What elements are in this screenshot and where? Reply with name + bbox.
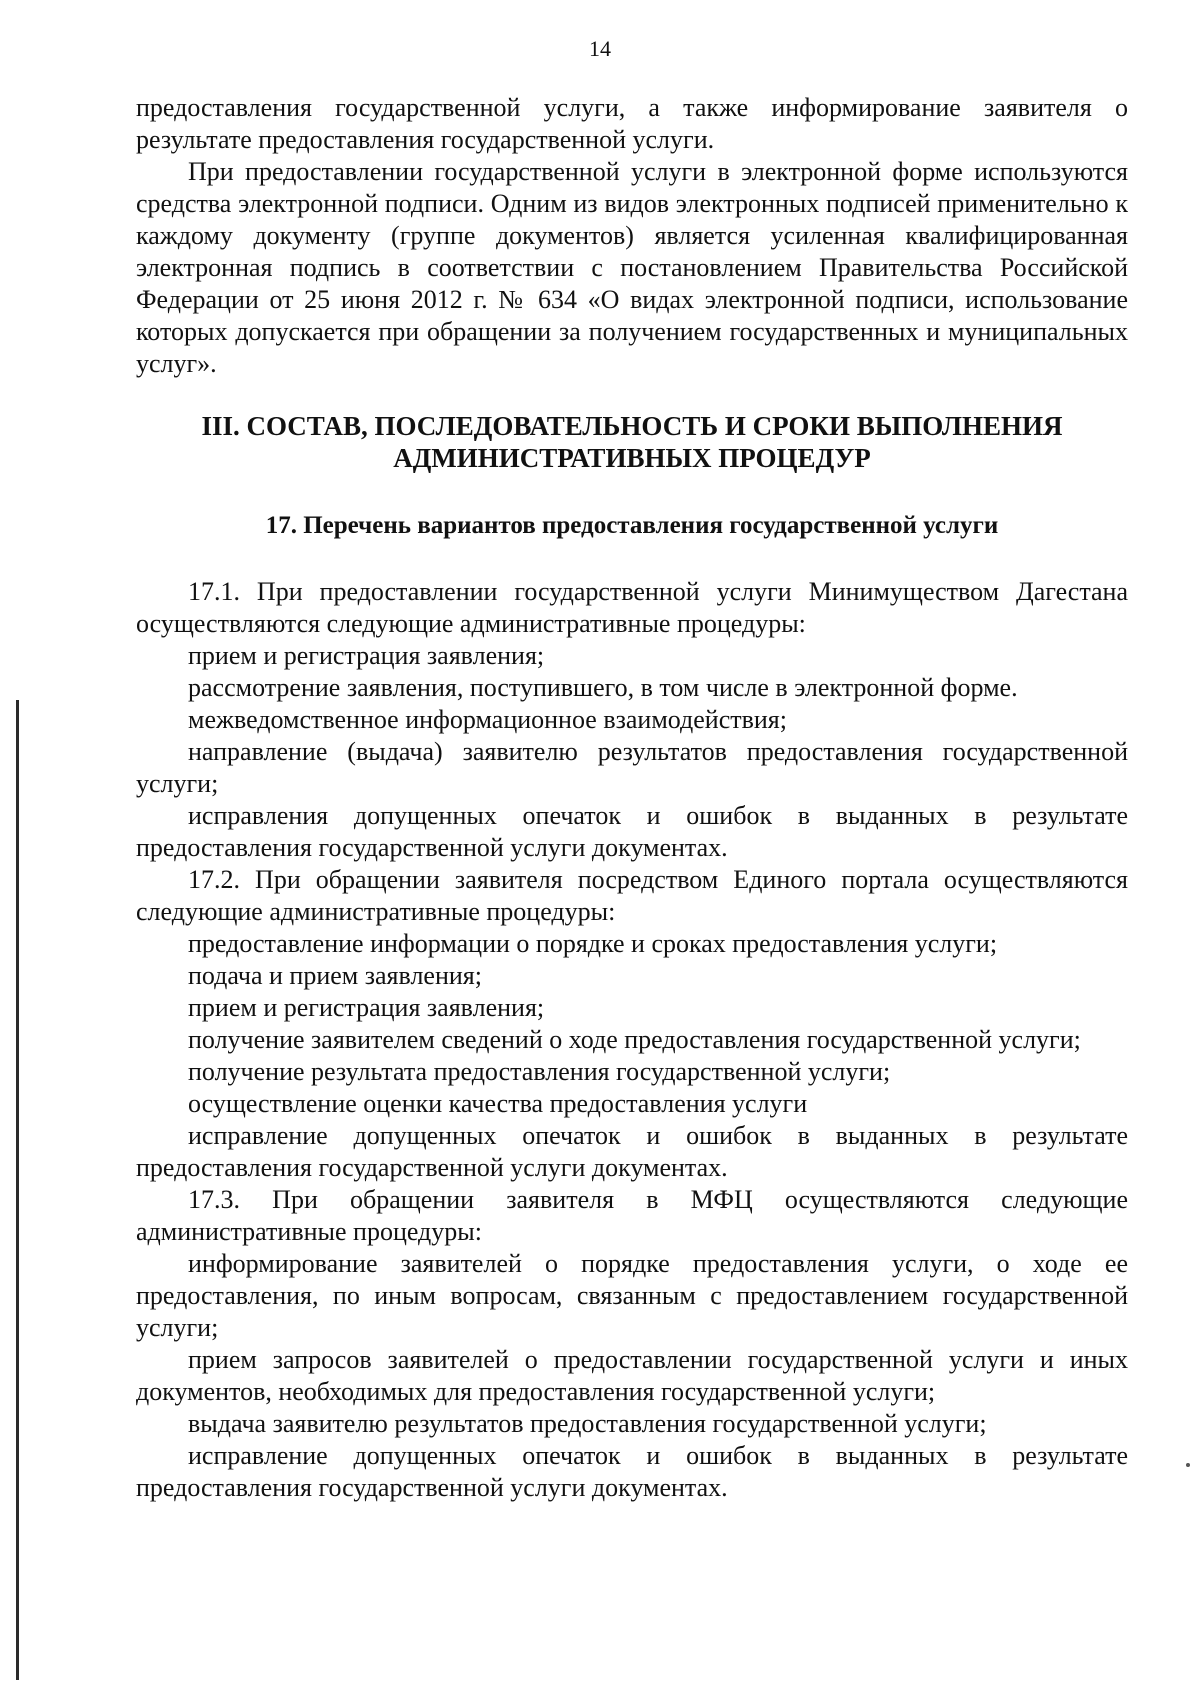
- paragraph: прием и регистрация заявления;: [188, 993, 545, 1022]
- paragraph: рассмотрение заявления, поступившего, в том числе в электронной форме.: [188, 673, 1018, 702]
- paragraph: 17.1. При предоставлении государственной услуги Минимуществом Дагестана осуществляются следующие административные процедуры:: [136, 577, 1128, 638]
- procedure-list: [136, 576, 1128, 1504]
- paragraph: 17.3. При обращении заявителя в МФЦ осуществляются следующие административные процедуры:: [136, 1185, 1128, 1246]
- paragraph: прием запросов заявителей о предоставлении государственной услуги и иных документов, необходимых для предоставления государственной услуги;: [136, 1345, 1128, 1406]
- paragraph: прием и регистрация заявления;: [188, 641, 545, 670]
- section-heading-line-2: АДМИНИСТРАТИВНЫХ ПРОЦЕДУР: [393, 443, 871, 473]
- paragraph: предоставление информации о порядке и сроках предоставления услуги;: [188, 929, 998, 958]
- paragraph: исправление допущенных опечаток и ошибок в выданных в результате предоставления государственной услуги документах.: [136, 1441, 1128, 1502]
- page-number: 14: [589, 36, 611, 61]
- paragraph: направление (выдача) заявителю результатов предоставления государственной услуги;: [136, 737, 1128, 798]
- paragraph: выдача заявителю результатов предоставления государственной услуги;: [188, 1409, 987, 1438]
- intro-paragraphs: [136, 92, 1128, 380]
- paragraph: получение результата предоставления государственной услуги;: [188, 1057, 891, 1086]
- section-heading: [136, 410, 1128, 474]
- subsection-heading: 17. Перечень вариантов предоставления государственной услуги: [265, 512, 999, 539]
- paragraph: исправления допущенных опечаток и ошибок в выданных в результате предоставления государственной услуги документах.: [136, 801, 1128, 862]
- scan-mark: [1186, 1463, 1190, 1467]
- paragraph: межведомственное информационное взаимодействия;: [188, 705, 787, 734]
- paragraph: получение заявителем сведений о ходе предоставления государственной услуги;: [188, 1025, 1081, 1054]
- section-heading-line-1: III. СОСТАВ, ПОСЛЕДОВАТЕЛЬНОСТЬ И СРОКИ ВЫПОЛНЕНИЯ: [201, 411, 1063, 441]
- paragraph: 17.2. При обращении заявителя посредством Единого портала осуществляются следующие административные процедуры:: [136, 865, 1128, 926]
- paragraph: При предоставлении государственной услуги в электронной форме используются средства электронной подписи. Одним из видов электронных подписей применительно к каждому документу (группе документов) является усиленная квалифицированная электронная подпись в соответствии с постановлением Правительства Российской Федерации от 25 июня 2012 г. № 634 «О видах электронной подписи, использование которых допускается при обращении за получением государственных и муниципальных услуг».: [136, 157, 1128, 378]
- paragraph: исправление допущенных опечаток и ошибок в выданных в результате предоставления государственной услуги документах.: [136, 1121, 1128, 1182]
- paragraph: информирование заявителей о порядке предоставления услуги, о ходе ее предоставления, по иным вопросам, связанным с предоставлением государственной услуги;: [136, 1249, 1128, 1342]
- document-body: [136, 92, 1128, 1504]
- paragraph: предоставления государственной услуги, а также информирование заявителя о результате предоставления государственной услуги.: [136, 93, 1128, 154]
- paragraph: подача и прием заявления;: [188, 961, 482, 990]
- paragraph: осуществление оценки качества предоставления услуги: [188, 1089, 808, 1118]
- scan-edge-line: [16, 700, 19, 1680]
